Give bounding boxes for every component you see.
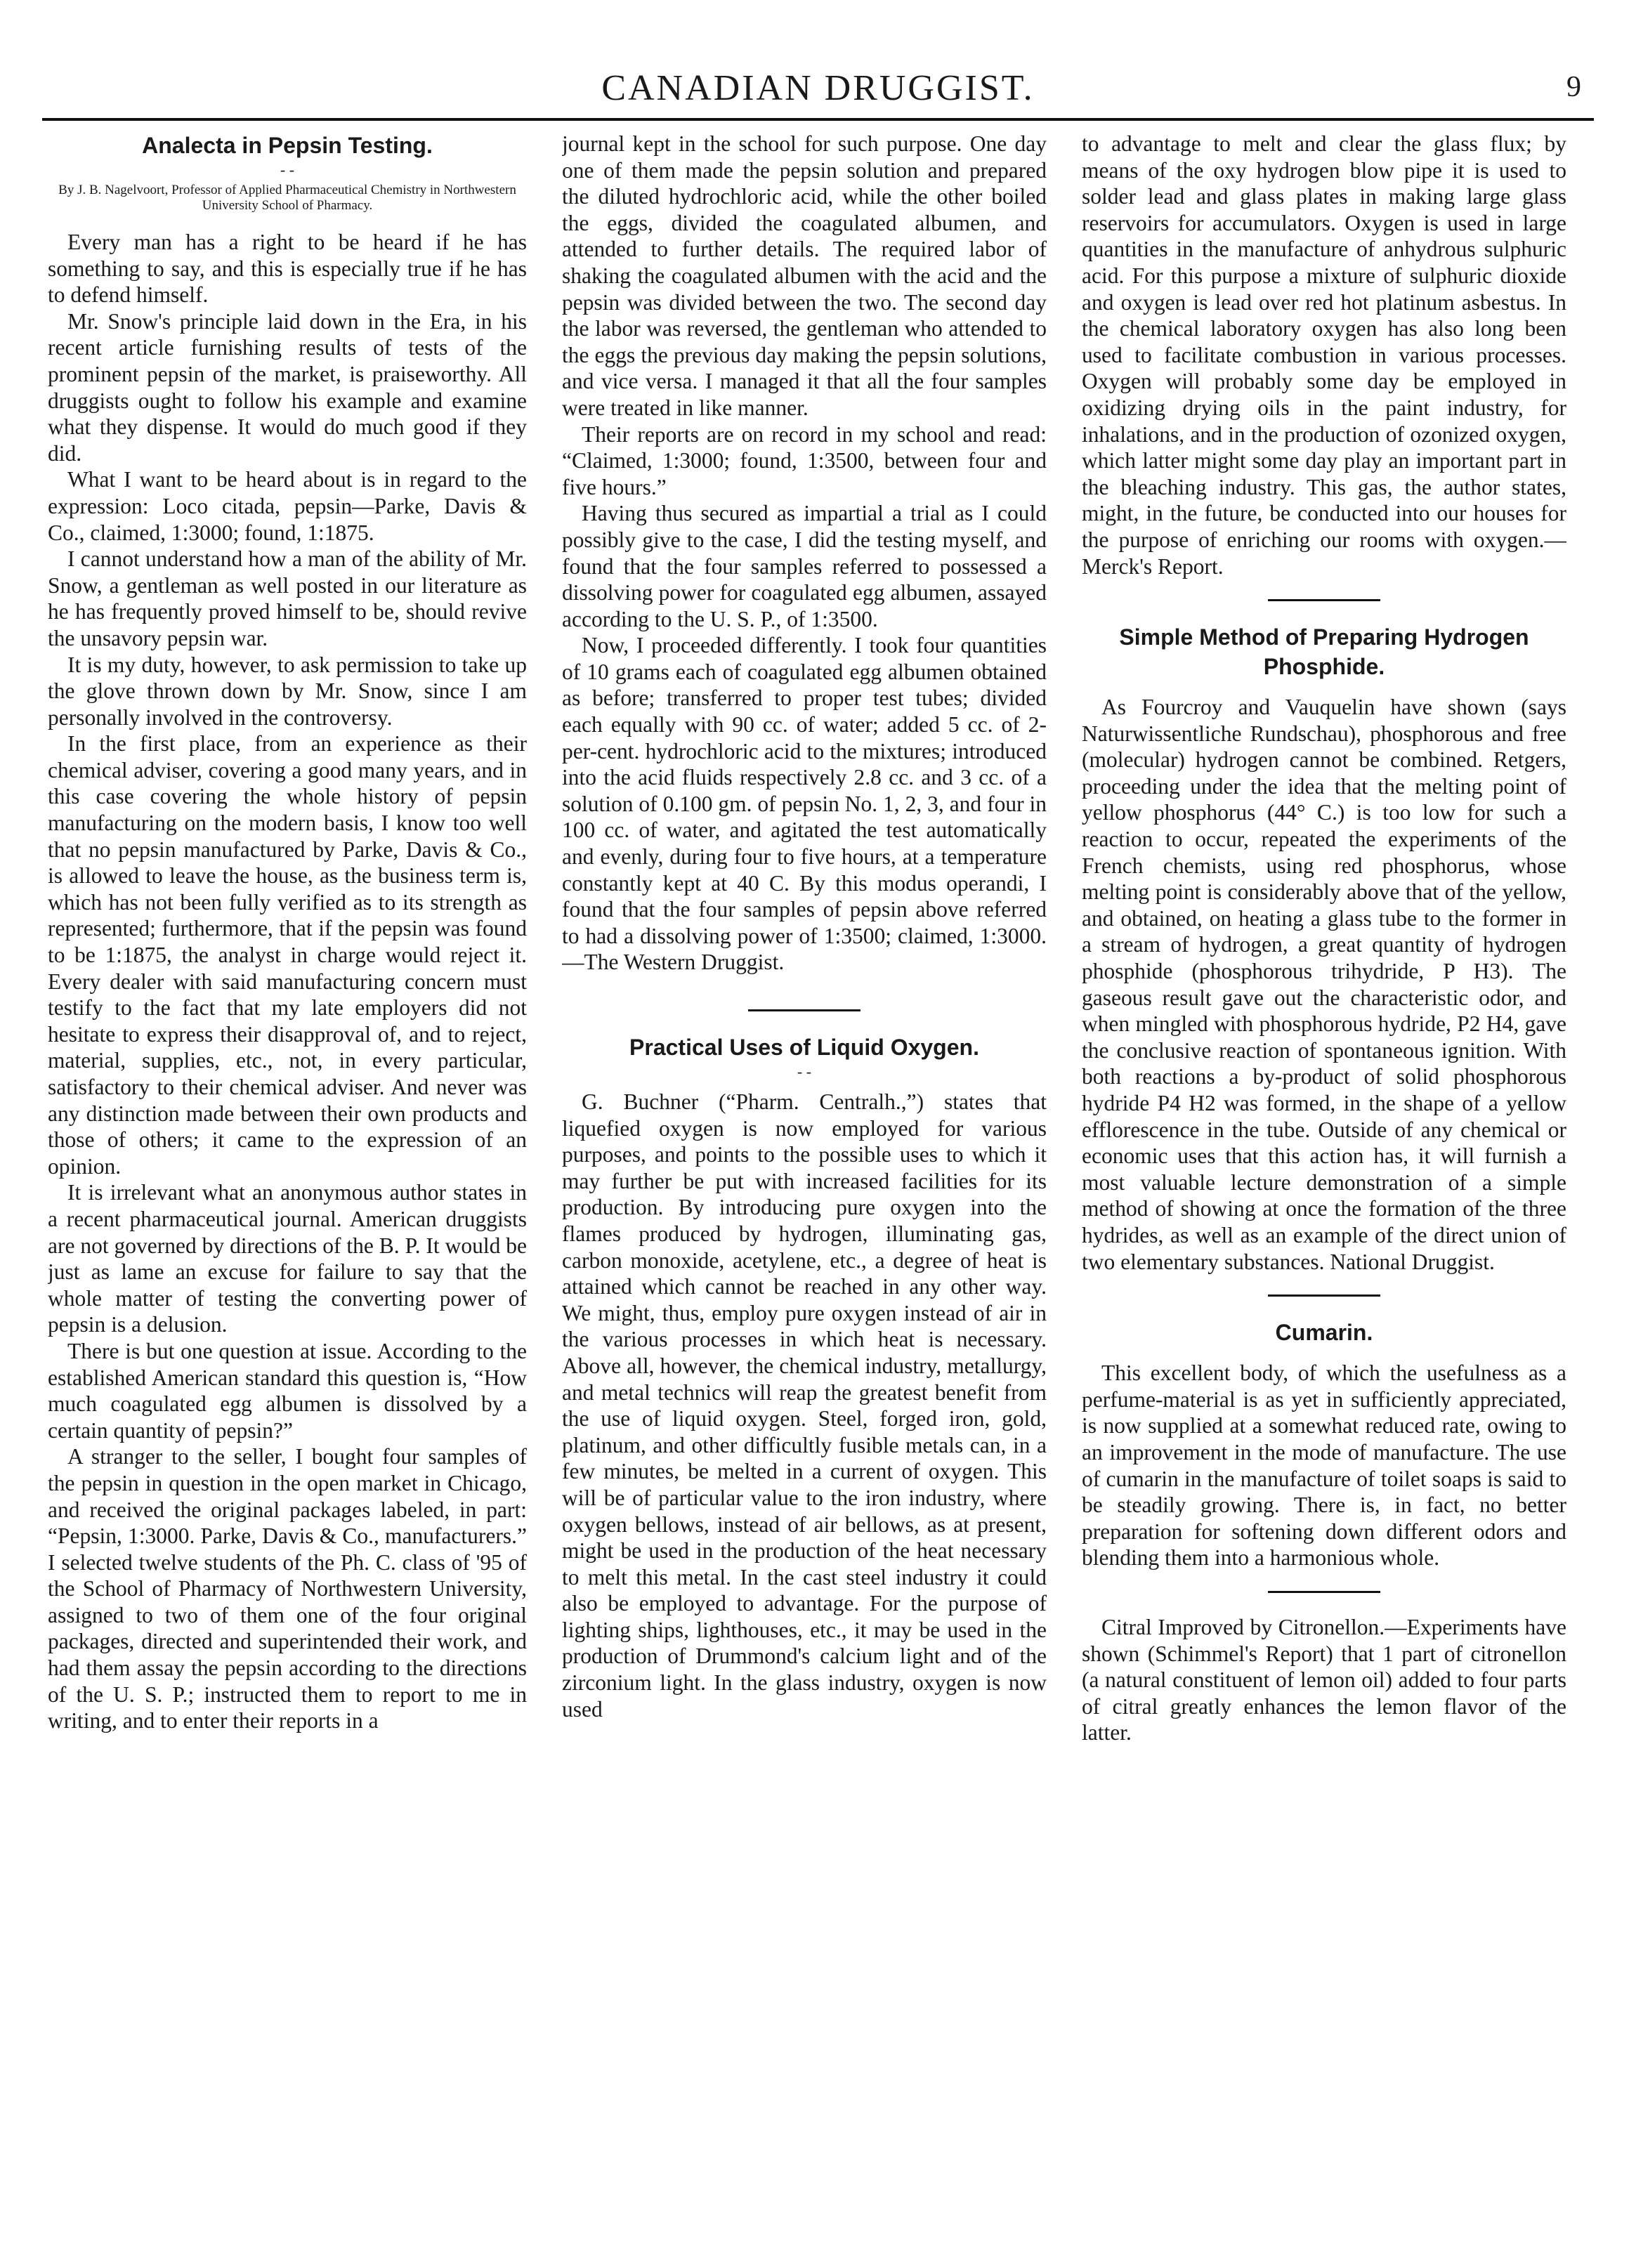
paragraph: A stranger to the seller, I bought four samples of the pepsin in question in the open market in Chicago, and received the original packages labeled, in part: “Pepsin, 1:3000. Parke, Davis & Co., manufacturers.” I selected twelve students of the Ph. C. class of '95 of the School of Pharmacy of Northwestern University, assigned to two of them one of the four original packages, directed and superintended their work, and had them assay the pepsin according to the directions of the U. S. P.; instructed them to report to me in writing, and to enter their reports in a [48, 1444, 527, 1733]
paragraph: Mr. Snow's principle laid down in the Era, in his recent article furnishing results of tests of the prominent pepsin of the market, is praiseworthy. All druggists ought to follow his example and examine what they dispense. It would do much good if they did. [48, 308, 527, 466]
spacer [562, 1080, 1047, 1089]
section-rule [1268, 1591, 1380, 1593]
paragraph: Now, I proceeded differently. I took four quantities of 10 grams each of coagulated egg albumen obtained as before; transferred to proper test tubes; divided each equally with 90 cc. of water; added 5 cc. of 2-per-cent. hydrochloric acid to the mixtures; introduced into the acid fluids respectively 2.8 cc. and 3 cc. of a solution of 0.100 gm. of pepsin No. 1, 2, 3, and four in 100 cc. of water, and agitated the test automatically and evenly, during four to five hours, at a temperature constantly kept at 40 C. By this modus operandi, I found that the four samples of pepsin above referred to had a dissolving power of 1:3500; claimed, 1:3000.—The Western Druggist. [562, 633, 1047, 975]
article-heading-phosphide: Simple Method of Preparing Hydrogen Phosphide. [1119, 624, 1529, 680]
paragraph: Their reports are on record in my school and read: “Claimed, 1:3000; found, 1:3500, between four and five hours.” [562, 421, 1047, 499]
paragraph: journal kept in the school for such purpose. One day one of them made the pepsin solution and prepared the diluted hydrochloric acid, while the other boiled the eggs, divided the coagulated albumen, and attended to further details. The required labor of shaking the coagulated albumen with the acid and the pepsin was divided between the two. The second day the labor was reversed, the gentleman who attended to the eggs the previous day making the pepsin solutions, and vice versa. I managed it that all the four samples were treated in like manner. [562, 131, 1047, 420]
article-heading-pepsin: Analecta in Pepsin Testing. [142, 133, 433, 158]
paragraph: What I want to be heard about is in regard to the expression: Loco citada, pepsin—Parke, Davis & Co., claimed, 1:3000; found, 1:1875. [48, 467, 527, 545]
column-3 [1082, 131, 1566, 2231]
section-rule [748, 1009, 860, 1011]
running-header [42, 62, 1594, 118]
spacer [1082, 686, 1566, 694]
paragraph: As Fourcroy and Vauquelin have shown (says Naturwissentliche Rundschau), phosphorous and free (molecular) hydrogen cannot be combined. Retgers, proceeding under the idea that the melting point of yellow phosphorus (44° C.) is too low for such a reaction to occur, repeated the experiments of the French chemists, using red phosphorus, whose melting point is considerably above that of the yellow, and obtained, on heating a glass tube to the former in a stream of hydrogen, a great quantity of hydrogen phosphide (phosphorous trihydride, P H3). The gaseous result gave out the characteristic odor, and when mingled with phosphorous hydride, P2 H4, gave the conclusive reaction of spontaneous ignition. With both reactions a by-product of solid phosphorous hydride P4 H2 was formed, in the shape of a yellow efflorescence in the tube. Outside of any chemical or economic uses that this action has, it will furnish a most valuable lecture demonstration of a simple method of showing at once the formation of the three hydrides, as well as an example of the direct union of two elementary substances. National Druggist. [1082, 695, 1566, 1274]
paragraph: There is but one question at issue. According to the established American standard this question is, “How much coagulated egg albumen is dissolved by a certain quantity of pepsin?” [48, 1338, 527, 1443]
note-citral: Citral Improved by Citronellon.—Experiments have shown (Schimmel's Report) that 1 part of citronellon (a natural constituent of lemon oil) added to four parts of citral greatly enhances the lemon flavor of the latter. [1082, 1614, 1566, 1745]
byline: By J. B. Nagelvoort, Professor of Applied Pharmaceutical Chemistry in Northwestern University School of Pharmacy. [58, 183, 516, 213]
article-heading-oxygen: Practical Uses of Liquid Oxygen. [629, 1035, 979, 1060]
paragraph: G. Buchner (“Pharm. Centralh.,”) states that liquefied oxygen is now employed for various purposes, and points to the possible uses to which it may further be put with increased facilities for its production. By introducing pure oxygen into the flames produced by hydrogen, illuminating gas, carbon monoxide, acetylene, etc., a degree of heat is attained which cannot be reached in any other way. We might, thus, employ pure oxygen instead of air in the various processes in which heat is necessary. Above all, however, the chemical industry, metallurgy, and metal technics will reap the greatest benefit from the use of liquid oxygen. Steel, forged iron, gold, platinum, and other difficultly fusible metals can, in a few minutes, be melted in a current of oxygen. This will be of particular value to the iron industry, where oxygen bellows, instead of air bellows, as at present, might be used in the production of the heat necessary to melt this metal. In the cast steel industry it could also be employed to advantage. For the purpose of lighting ships, lighthouses, etc., it may be used in the production of Drummond's calcium light and of the zirconium light. In the glass industry, oxygen is now used [562, 1089, 1047, 1722]
article-heading-cumarin: Cumarin. [1275, 1320, 1373, 1346]
paragraph: It is irrelevant what an anonymous author states in a recent pharmaceutical journal. American druggists are not governed by directions of the B. P. It would be just as lame an excuse for failure to say that the whole matter of testing the converting power of pepsin is a delusion. [48, 1180, 527, 1337]
spacer [1082, 1351, 1566, 1360]
page-number: 9 [1566, 71, 1581, 103]
paragraph: I cannot understand how a man of the ability of Mr. Snow, a gentleman as well posted in our literature as he has frequently proved himself to be, should revive the unsavory pepsin war. [48, 546, 527, 650]
heading-dash: - - [797, 1063, 812, 1080]
paragraph: Having thus secured as impartial a trial as I could possibly give to the case, I did the testing myself, and found that the four samples referred to possessed a dissolving power for coagulated egg albumen, assayed according to the U. S. P., of 1:3500. [562, 501, 1047, 631]
heading-dash: - - [280, 161, 295, 178]
column-1 [48, 131, 527, 2231]
paragraph: In the first place, from an experience as their chemical adviser, covering a good many years, and in this case covering the whole history of pepsin manufacturing on the modern basis, I know too well that no pepsin manufactured by Parke, Davis & Co., is allowed to leave the house, as the business term is, which has not been fully verified as to its strength as represented; furthermore, that if the pepsin was found to be 1:1875, the analyst in charge would reject it. Every dealer with said manufacturing concern must testify to the fact that my late employers did not hesitate to express their disapproval of, and to reject, material, supplies, etc., not, in every particular, satisfactory to their chemical adviser. And never was any distinction made between their own products and those of others; it came to the expression of an opinion. [48, 731, 527, 1179]
paragraph: to advantage to melt and clear the glass flux; by means of the oxy hydrogen blow pipe it is used to solder lead and glass plates in making large glass reservoirs for accumulators. Oxygen is used in large quantities in the manufacture of anhydrous sulphuric acid. For this purpose a mixture of sulphuric dioxide and oxygen is lead over red hot platinum asbestus. In the chemical laboratory oxygen has also long been used to facilitate combustion in various processes. Oxygen will probably some day be employed in oxidizing drying oils in the paint industry, for inhalations, and in the production of ozonized oxygen, which latter might some day play an important part in the bleaching industry. This gas, the author states, might, in the future, be conducted into our houses for the purpose of enriching our rooms with oxygen.—Merck's Report. [1082, 131, 1566, 579]
column-2 [562, 131, 1047, 2231]
journal-title: CANADIAN DRUGGIST. [601, 68, 1035, 108]
paragraph: Every man has a right to be heard if he has something to say, and this is especially true if he has to defend himself. [48, 230, 527, 308]
section-rule [1268, 1294, 1380, 1297]
paragraph: It is my duty, however, to ask permission to take up the glove thrown down by Mr. Snow, since I am personally involved in the controversy. [48, 652, 527, 730]
paragraph: This excellent body, of which the usefulness as a perfume-material is as yet in sufficiently appreciated, is now supplied at a somewhat reduced rate, owing to an improvement in the mode of manufacture. The use of cumarin in the manufacture of toilet soaps is said to be steadily growing. There is, in fact, no better preparation for softening down different odors and blending them into a harmonious whole. [1082, 1361, 1566, 1571]
section-rule [1268, 599, 1380, 601]
header-rule [42, 118, 1594, 121]
